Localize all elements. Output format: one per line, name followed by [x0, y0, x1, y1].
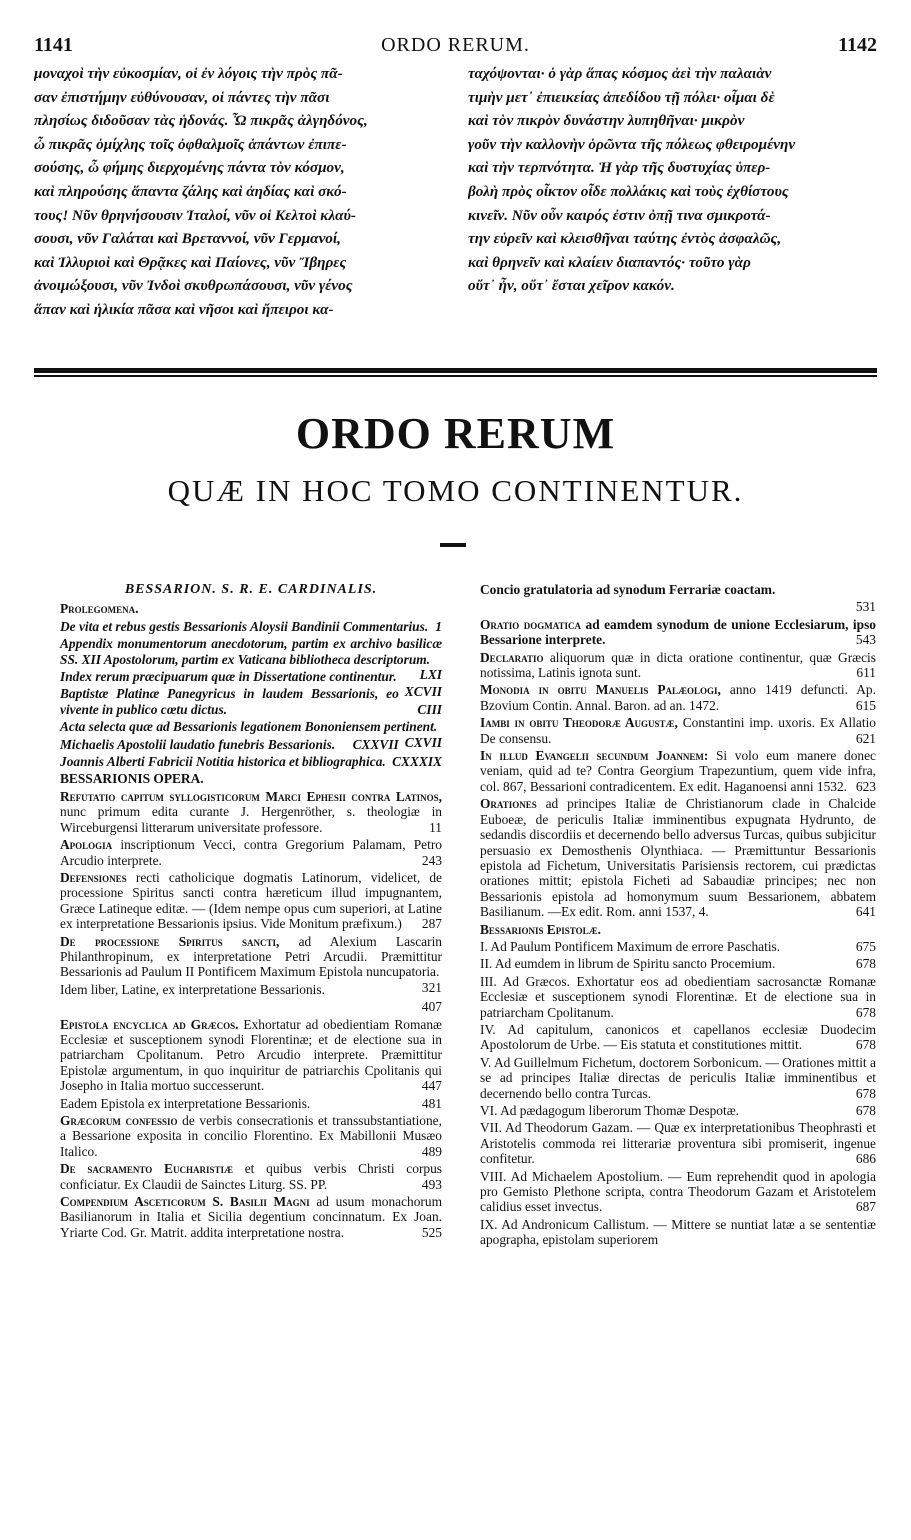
- contents-entry: [480, 715, 876, 746]
- contents-entry: [480, 1022, 876, 1053]
- entry-page: 287: [421, 916, 442, 932]
- contents-entry: [60, 870, 442, 932]
- contents-entry: [60, 1113, 442, 1159]
- contents-entry: [60, 1017, 442, 1094]
- entry-page: 447: [421, 1078, 442, 1094]
- contents-entry: [480, 1120, 876, 1166]
- greek-line: πλησίως διδοῦσαν τὰς ἡδονάς. Ὦ πικρᾶς ἀλγηδόνος,: [34, 112, 368, 130]
- entry-lead: De sacramento Eucharistiæ: [60, 1161, 233, 1177]
- entry-text: de verbis consecrationis et transsubstantiatione, a Bessarione exposita in concilio Florentino. Ex Mabillonii Musæo Italico.: [60, 1113, 442, 1159]
- greek-line: μοναχοὶ τὴν εὐκοσμίαν, οἱ ἐν λόγοις τὴν πρὸς πᾶ-: [34, 65, 343, 82]
- entry-text: ad usum monachorum Basilianorum in Italia et Sicilia degentium concinnatum. Ex Joan. Yriarte Cod. Gr. Matrit. addita interpretatione nostra.: [60, 1194, 442, 1240]
- greek-text-left-column: [34, 62, 456, 322]
- entry-text: Baptistæ Platinæ Panegyricus in laudem Bessarionis, eo vivente in publico cœtu dictus.: [60, 686, 399, 717]
- contents-entry: [480, 974, 876, 1020]
- contents-entry: [480, 617, 876, 648]
- entry-page: CXXXIX: [392, 754, 442, 770]
- entry-page: 678: [855, 1085, 876, 1101]
- greek-line: κινεῖν. Νῦν οὖν καιρός ἐστιν ὀπῇ τινα σμικροτά-: [468, 206, 771, 224]
- greek-line: καὶ πληρούσης ἅπαντα ζάλης καὶ ἀηδίας καὶ σκό-: [34, 182, 347, 200]
- entry-page: 678: [855, 1103, 876, 1118]
- greek-line: σούσης, ὦ φήμης διερχομένης πάντα τὸν κόσμον,: [34, 159, 345, 177]
- running-title: ORDO RERUM.: [381, 34, 530, 56]
- divider-rule-thin: [34, 375, 877, 377]
- contents-entry: [480, 1055, 876, 1101]
- entry-page: 678: [855, 1004, 876, 1020]
- entry-text: De vita et rebus gestis Bessarionis Aloysii Bandinii Commentarius.: [60, 618, 429, 634]
- greek-line: καὶ τὸν πικρὸν δυνάστην λυπηθῆναι· μικρὸν: [468, 112, 745, 130]
- contents-left-column: [60, 582, 442, 1242]
- entry-text: II. Ad eumdem in librum de Spiritu sancto Procemium.: [480, 956, 776, 972]
- greek-line: την εὑρεῖν καὶ κλεισθῆναι ταύτης ἐντὸς ἀσφαλῶς,: [468, 230, 782, 248]
- entry-text: recti catholicique dogmatis Latinorum, videlicet, de processione Spiritus sancti contra hæreticum illud impugnantem, Græce Latineque editæ. — (Idem nempe opus cum superiori, at Latine ex interpretatione Bessarionis ipsius. Vide Monitum præfixum.): [60, 869, 442, 932]
- entry-lead: Monodia in obitu Manuelis Palæologi,: [480, 682, 721, 698]
- entry-lead: Apologia: [60, 837, 113, 853]
- entry-lead: Iambi in obitu Theodoræ Augustæ,: [480, 715, 678, 731]
- entry-text: Idem liber, Latine, ex interpretatione Bessarionis.: [60, 981, 325, 997]
- entry-text: III. Ad Græcos. Exhortatur eos ad obedientiam sacrosanctæ Romanæ Ecclesiæ et susceptionem synodi Florentinæ. Et de electione sua in patriarcham Cpolitanum.: [480, 973, 876, 1020]
- entry-page: 1: [435, 618, 442, 634]
- page-title: ORDO RERUM: [295, 409, 616, 458]
- contents-entry: [60, 734, 442, 752]
- greek-line: ἅπαν καὶ ἡλικία πᾶσα καὶ νῆσοι καὶ ἤπειροι κα-: [34, 300, 334, 318]
- contents-entry: [60, 1096, 442, 1111]
- entry-lead: Epistola encyclica ad Græcos.: [60, 1016, 239, 1032]
- greek-line: γοῦν τὴν καλλονὴν ὁρῶντα τῆς πόλεως φθειρομένην: [468, 135, 796, 153]
- entry-page: 525: [421, 1224, 442, 1240]
- entry-text: Acta selecta quæ ad Bessarionis legationem Bononiensem pertinent.: [60, 719, 438, 735]
- entry-page: 615: [855, 697, 876, 713]
- entry-text: Index rerum præcipuarum quæ in Dissertatione continentur.: [60, 669, 397, 685]
- greek-text-right-column: [468, 62, 878, 298]
- entry-lead: Oratio dogmatica: [480, 616, 582, 632]
- greek-line: καὶ τὴν τερπνότητα. Ἡ γὰρ τῆς δυστυχίας ὑπερ-: [468, 159, 771, 177]
- entry-text: aliquorum quæ in dicta oratione continentur, quæ Græcis notissima, Latinis ignota sunt.: [480, 649, 876, 681]
- contents-entry: [480, 582, 876, 597]
- contents-entry: [60, 1161, 442, 1192]
- entry-page: 678: [855, 956, 876, 972]
- greek-line: καὶ Ἰλλυριοὶ καὶ Θρᾷκες καὶ Παίονες, νῦν Ἴβηρες: [34, 253, 347, 271]
- contents-entry: [480, 682, 876, 713]
- contents-entry: [60, 686, 442, 717]
- contents-entry: [480, 650, 876, 681]
- greek-line: τους! Νῦν θρηνήσουσιν Ἰταλοί, νῦν οἱ Κελτοὶ κλαύ-: [34, 206, 356, 224]
- contents-entry: [480, 1103, 876, 1118]
- contents-entry: [60, 837, 442, 868]
- entry-text: ad Alexium Lascarin Philanthropinum, ex interpretatione Petri Arcudii. Præmittitur Bessarionis ad Paulum II Pontificem Maximum Epistola nuncupatoria.: [60, 933, 442, 980]
- section-heading: BESSARION. S. R. E. CARDINALIS.: [124, 582, 378, 597]
- contents-entry: [60, 754, 442, 769]
- entry-lead: Prolegomena.: [60, 601, 139, 617]
- greek-line: οὔτ᾽ ἦν, οὔτ᾽ ἔσται χεῖρον κακόν.: [468, 277, 675, 295]
- entry-page: 321: [421, 979, 442, 995]
- running-header: [34, 34, 877, 58]
- entry-page: 687: [855, 1199, 876, 1215]
- entry-text: ad eamdem synodum de unione Ecclesiarum, ipso Bessarione interprete.: [480, 616, 876, 648]
- entry-page: 623: [855, 778, 876, 794]
- contents-entry: [60, 789, 442, 835]
- entry-text: anno 1419 defuncti. Ap. Bzovium Contin. Annal. Baron. ad an. 1472.: [480, 682, 876, 713]
- entry-page: 531: [855, 599, 876, 615]
- contents-entry: [480, 1217, 876, 1248]
- entry-lead: Defensiones: [60, 869, 127, 885]
- page-subtitle: QUÆ IN HOC TOMO CONTINENTUR.: [167, 473, 744, 508]
- greek-line: τιμὴν μετ᾽ ἐπιεικείας ἀπεδίδου τῇ πόλει· οἶμαι δὲ: [468, 88, 775, 106]
- contents-entry: [480, 796, 876, 919]
- entry-lead: Refutatio capitum syllogisticorum Marci Ephesii contra Latinos,: [60, 788, 442, 804]
- entry-page: CXXVII: [352, 736, 399, 752]
- divider-rule-thick: [34, 368, 877, 373]
- entry-text: ad principes Italiæ de Christianorum clade in Chalcide Euboeæ, de periculis Italiæ imminentibus expugnata Hydrunto, de sedandis discordiis et decernendo bello adversus Turcas, quibus subjicitur persuasio ex Demosthenis Olynthiaca. — Præmittuntur Bessarionis epistola ad Fichetum, Universitatis Parisiensis rectorem, cui prædictas orationes mittit; epistola Ficheti ad Sabaudiæ principes; nec non Bessarionis epistola ad homonymum suum Bessarionem, abbatem Basilianum. —Ex edit. Rom. anni 1537, 4.: [480, 796, 876, 920]
- entry-text: Michaelis Apostolii laudatio funebris Bessarionis.: [60, 736, 336, 752]
- entry-lead: Declaratio: [480, 649, 544, 665]
- greek-line: σουσι, νῦν Γαλάται καὶ Βρεταννοί, νῦν Γερμανοί,: [34, 230, 341, 248]
- title-ornament-dash: [440, 543, 466, 547]
- entry-page: 611: [856, 665, 876, 681]
- contents-entry-page-line: [480, 599, 876, 614]
- contents-entry: [60, 619, 442, 634]
- contents-entry-page-line: [60, 999, 442, 1014]
- entry-page: 621: [855, 730, 876, 746]
- entry-page: CXVII: [404, 734, 442, 750]
- entry-lead: In illud Evangelii secundum Joannem:: [480, 748, 709, 764]
- contents-entry: [480, 748, 876, 794]
- greek-line: σαν ἐπιστήμην εὐθύνουσαν, οἱ πάντες τὴν πᾶσι: [34, 88, 330, 106]
- entry-text: Si volo eum manere donec veniam, quid ad te? Contra Georgium Trapezuntium, quem vide infra, col. 867, Bessarioni contradicentem. Ex edit. Haganoensi anni 1532.: [480, 748, 877, 794]
- entry-text: VII. Ad Theodorum Gazam. — Quæ ex interpretationibus Theophrasti et Aristotelis commoda rei litterariæ proventura sibi promiserit, ingenue confitetur.: [480, 1120, 876, 1167]
- entry-lead: Græcorum confessio: [60, 1113, 178, 1128]
- greek-line: βολὴ πρὸς οἶκτον οἶδε πολλάκις καὶ τοὺς ἐχθίστους: [468, 182, 789, 200]
- entry-page: 686: [855, 1151, 876, 1167]
- entry-page: XCVII: [404, 684, 442, 700]
- contents-entry: [480, 1169, 876, 1215]
- entry-page: 543: [855, 632, 876, 648]
- entry-text: Eadem Epistola ex interpretatione Bessarionis.: [60, 1095, 311, 1111]
- entry-lead: De processione Spiritus sancti,: [60, 933, 280, 949]
- entry-page: 641: [855, 904, 876, 920]
- entry-text: IV. Ad capitulum, canonicos et capellanos ecclesiæ Duodecim Apostolorum de Urbe. — Eis statuta et constitutiones mittit.: [480, 1021, 876, 1053]
- entry-text: VIII. Ad Michaelem Apostolium. — Eum reprehendit quod in apologia pro Gemisto Plethone scripta, contra Theodorum Gazam et Aristotelem calidius esset invectus.: [480, 1168, 876, 1215]
- entry-text: nunc primum edita curante J. Hergenröther, s. theologiæ in Wirceburgensi litterarum universitate professore.: [60, 804, 442, 835]
- page-number-right: 1142: [838, 34, 877, 56]
- entry-text: V. Ad Guillelmum Fichetum, doctorem Sorbonicum. — Orationes mittit a se ad principes Italiæ directas de periculis Italiæ imminentibus et decernendo bello contra Turcas.: [480, 1054, 876, 1101]
- contents-entry: [480, 939, 876, 954]
- entry-page: 493: [421, 1176, 442, 1192]
- contents-entry: [480, 922, 876, 937]
- greek-line: ἀνοιμώξουσι, νῦν Ἰνδοὶ σκυθρωπάσουσι, νῦν γένος: [34, 277, 353, 295]
- entry-page: 11: [429, 819, 442, 835]
- entry-page: 243: [421, 852, 442, 868]
- entry-page: LXI: [419, 667, 442, 683]
- entry-text: et quibus verbis Christi corpus conficiatur. Ex Claudii de Sainctes Liturg. SS. PP.: [60, 1161, 442, 1192]
- entry-text: Constantini imp. uxoris. Ex Allatio De consensu.: [480, 715, 876, 746]
- greek-line: ὦ πικρᾶς ὁμίχλης τοῖς ὀφθαλμοῖς ἁπάντων ἐπιπε-: [34, 135, 347, 153]
- entry-text: Appendix monumentorum anecdotorum, partim ex archivo basilicæ SS. XII Apostolorum, partim ex Vaticana bibliotheca descriptorum.: [60, 636, 442, 667]
- entry-text: I. Ad Paulum Pontificem Maximum de errore Paschatis.: [480, 938, 781, 954]
- entry-page: CIII: [417, 701, 442, 717]
- contents-entry: [60, 1194, 442, 1240]
- entry-page: 678: [855, 1037, 876, 1053]
- entry-text: Joannis Alberti Fabricii Notitia historica et bibliographica.: [60, 754, 386, 770]
- contents-right-column: [480, 582, 876, 1250]
- contents-entry: [60, 979, 442, 997]
- entry-page: 675: [855, 938, 876, 954]
- entry-text: VI. Ad pædagogum liberorum Thomæ Despotæ.: [480, 1103, 739, 1118]
- entry-lead: Compendium Asceticorum S. Basilii Magni: [60, 1194, 310, 1210]
- entry-lead: Bessarionis Epistolæ.: [480, 921, 601, 937]
- entry-page: 481: [421, 1095, 442, 1111]
- entry-page: 489: [421, 1143, 442, 1159]
- page-number-left: 1141: [34, 34, 73, 56]
- contents-entry: [480, 956, 876, 971]
- contents-entry: [60, 669, 442, 700]
- entry-text: Concio gratulatoria ad synodum Ferrariæ coactam.: [480, 582, 776, 597]
- entry-lead: Orationes: [480, 796, 537, 812]
- entry-text: inscriptionum Vecci, contra Gregorium Palamam, Petro Arcudio interprete.: [60, 837, 442, 868]
- greek-line: ταχόψονται· ὁ γὰρ ἅπας κόσμος ἀεὶ τὴν παλαιὰν: [468, 65, 772, 82]
- contents-entry: [60, 601, 442, 616]
- entry-page: 407: [421, 999, 442, 1015]
- entry-text: IX. Ad Andronicum Callistum. — Mittere se nuntiat latæ a se sententiæ apographa, epistolam superiorem: [480, 1216, 876, 1248]
- entry-text: Exhortatur ad obedientiam Romanæ Ecclesiæ et susceptionem synodi Florentinæ; et de electione sua in patriarcham Cpolitanum. Petro Arcudio interprete. Præmittitur Epistolæ argumentum, in quo inquiritur de patriarchis Cpolitanis qui Josepho in Italia mortuo successerunt.: [60, 1016, 442, 1094]
- greek-line: καὶ θρηνεῖν καὶ κλαίειν διαπαντός· τοῦτο γὰρ: [468, 253, 751, 271]
- opera-heading: BESSARIONIS OPERA.: [60, 771, 204, 787]
